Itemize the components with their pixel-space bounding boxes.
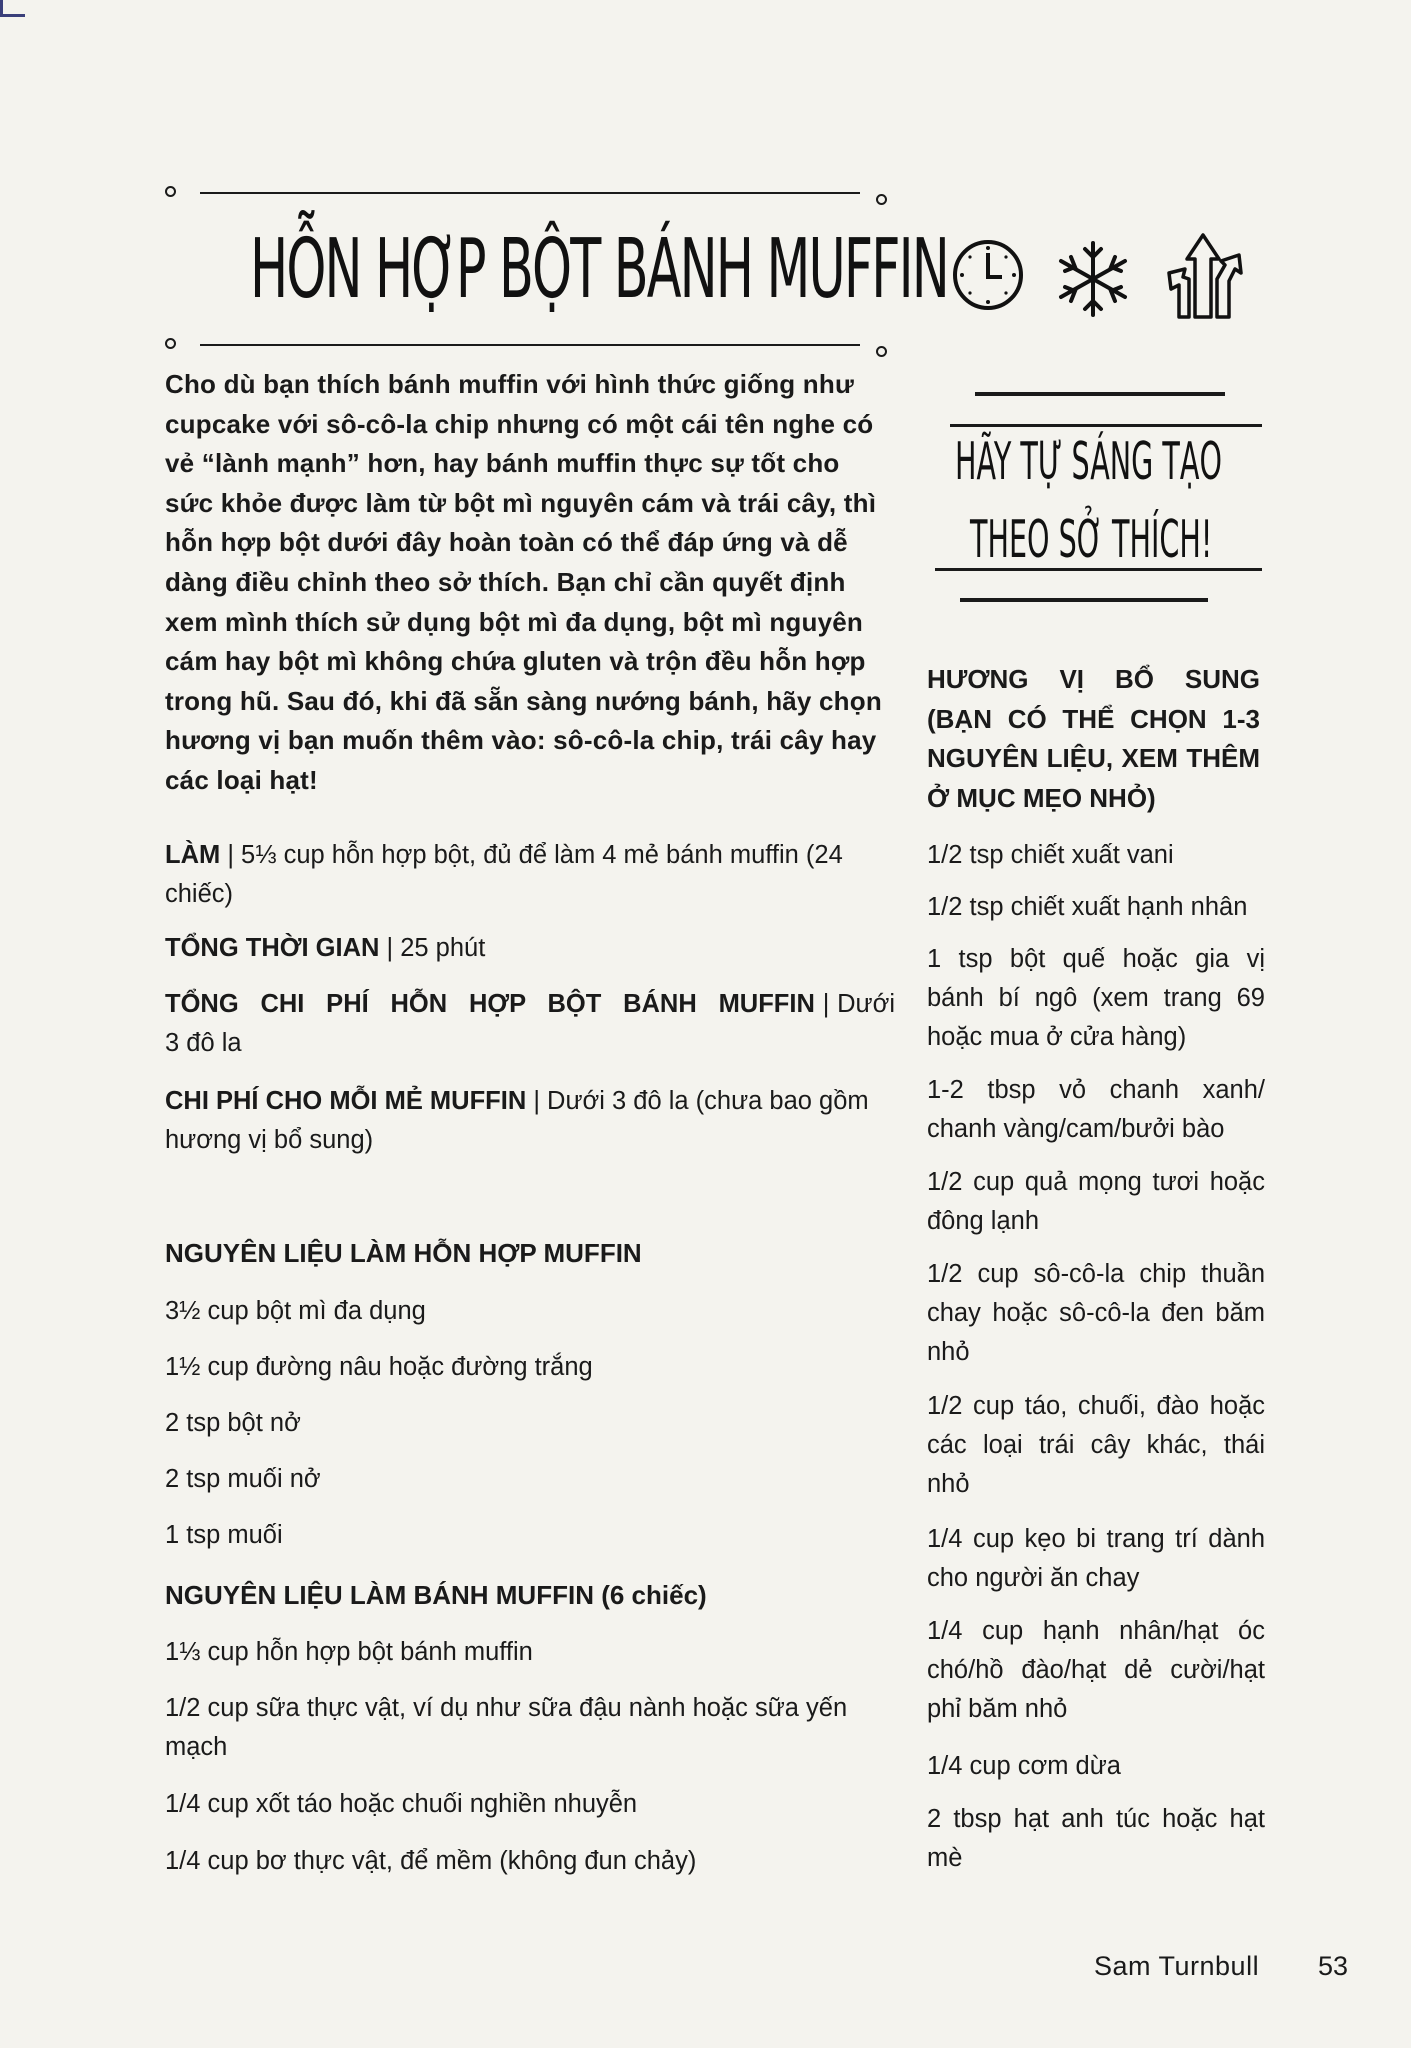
list-item: 1 tsp muối	[165, 1521, 283, 1549]
batch-cost-value: Dưới 3 đô la (chưa bao gồm hương vị bổ sung)	[165, 1087, 869, 1154]
title-bottom-rule	[200, 344, 860, 346]
time-label: TỔNG THỜI GIAN	[165, 934, 380, 962]
mix-ingredients-heading: NGUYÊN LIỆU LÀM HỖN HỢP MUFFIN	[165, 1238, 642, 1268]
batch-cost-info	[165, 1082, 895, 1160]
separator: |	[822, 990, 830, 1018]
list-item: 1/4 cup bơ thực vật, để mềm (không đun chảy)	[165, 1847, 697, 1875]
yield-info	[165, 836, 895, 914]
batch-cost-label: CHI PHÍ CHO MỖI MẺ MUFFIN	[165, 1087, 527, 1115]
page-number: 53	[1318, 1951, 1349, 1981]
list-item: 1/2 cup táo, chuối, đào hoặc các loại trái cây khác, thái nhỏ	[927, 1392, 1265, 1498]
yield-value: 5⅓ cup hỗn hợp bột, đủ để làm 4 mẻ bánh muffin (24 chiếc)	[165, 841, 843, 908]
list-item: 3½ cup bột mì đa dụng	[165, 1297, 426, 1325]
separator: |	[227, 841, 234, 869]
title-dot	[876, 194, 887, 205]
list-item: 1/2 cup sô-cô-la chip thuần chay hoặc sô-cô-la đen băm nhỏ	[927, 1260, 1265, 1366]
title-dot	[876, 346, 887, 357]
list-item: 1/4 cup cơm dừa	[927, 1752, 1121, 1780]
muffin-ingredients-heading: NGUYÊN LIỆU LÀM BÁNH MUFFIN (6 chiếc)	[165, 1580, 707, 1610]
list-item: 1/2 cup quả mọng tươi hoặc đông lạnh	[927, 1168, 1265, 1235]
banner-rule	[935, 568, 1262, 571]
arrows-icon	[1165, 229, 1247, 321]
separator: |	[386, 934, 394, 962]
corner-mark	[0, 0, 25, 17]
title-dot	[165, 186, 176, 197]
footer-author: Sam Turnbull	[1094, 1951, 1260, 1981]
time-info	[165, 929, 895, 968]
yield-label: LÀM	[165, 841, 221, 869]
list-item: 1 tsp bột quế hoặc gia vị bánh bí ngô (xem trang 69 hoặc mua ở cửa hàng)	[927, 945, 1265, 1051]
list-item: 1/4 cup xốt táo hoặc chuối nghiền nhuyễn	[165, 1790, 638, 1818]
list-item: 1/2 tsp chiết xuất hạnh nhân	[927, 893, 1248, 921]
list-item: 1/4 cup hạnh nhân/hạt óc chó/hồ đào/hạt dẻ cười/hạt phỉ băm nhỏ	[927, 1617, 1265, 1723]
mix-cost-info	[165, 985, 895, 1063]
banner-line-2: THEO SỞ THÍCH!	[970, 510, 1213, 570]
banner-rule	[950, 424, 1262, 427]
clock-icon	[950, 235, 1026, 317]
page-title: HỖN HỢP BỘT BÁNH MUFFIN	[250, 222, 948, 317]
snowflake-icon	[1055, 239, 1131, 319]
list-item: 1-2 tbsp vỏ chanh xanh/ chanh vàng/cam/bưởi bào	[927, 1076, 1265, 1143]
time-value: 25 phút	[400, 934, 486, 962]
list-item: 2 tbsp hạt anh túc hoặc hạt mè	[927, 1805, 1265, 1872]
list-item: 2 tsp bột nở	[165, 1409, 301, 1437]
flavor-heading: HƯƠNG VỊ BỔ SUNG (BẠN CÓ THỂ CHỌN 1-3 NGUYÊN LIỆU, XEM THÊM Ở MỤC MẸO NHỎ)	[927, 664, 1260, 813]
list-item: 1⅓ cup hỗn hợp bột bánh muffin	[165, 1638, 533, 1666]
mix-cost-value: Dưới 3 đô la	[165, 990, 895, 1057]
list-item: 1/2 tsp chiết xuất vani	[927, 841, 1174, 869]
banner-rule	[975, 392, 1225, 396]
title-top-rule	[200, 192, 860, 194]
banner-line-1: HÃY TỰ SÁNG TẠO	[955, 432, 1222, 492]
intro-paragraph: Cho dù bạn thích bánh muffin với hình thức giống như cupcake với sô-cô-la chip nhưng có một cái tên nghe có vẻ “lành mạnh” hơn, hay bánh muffin thực sự tốt cho sức khỏe được làm từ bột mì nguyên cám và trái cây, thì hỗn hợp bột dưới đây hoàn toàn có thể đáp ứng và dễ dàng điều chỉnh theo sở thích. Bạn chỉ cần quyết định xem mình thích sử dụng bột mì đa dụng, bột mì nguyên cám hay bột mì không chứa gluten và trộn đều hỗn hợp trong hũ. Sau đó, khi đã sẵn sàng nướng bánh, hãy chọn hương vị bạn muốn thêm vào: sô-cô-la chip, trái cây hay các loại hạt!	[165, 369, 882, 795]
list-item: 1/4 cup kẹo bi trang trí dành cho người ăn chay	[927, 1525, 1265, 1592]
recipe-icons	[940, 235, 1270, 325]
separator: |	[533, 1087, 540, 1115]
title-dot	[165, 338, 176, 349]
banner-rule	[960, 598, 1208, 602]
list-item: 2 tsp muối nở	[165, 1465, 321, 1493]
list-item: 1½ cup đường nâu hoặc đường trắng	[165, 1353, 593, 1381]
mix-cost-label: TỔNG CHI PHÍ HỖN HỢP BỘT BÁNH MUFFIN	[165, 990, 815, 1018]
list-item: 1/2 cup sữa thực vật, ví dụ như sữa đậu nành hoặc sữa yến mạch	[165, 1694, 848, 1761]
